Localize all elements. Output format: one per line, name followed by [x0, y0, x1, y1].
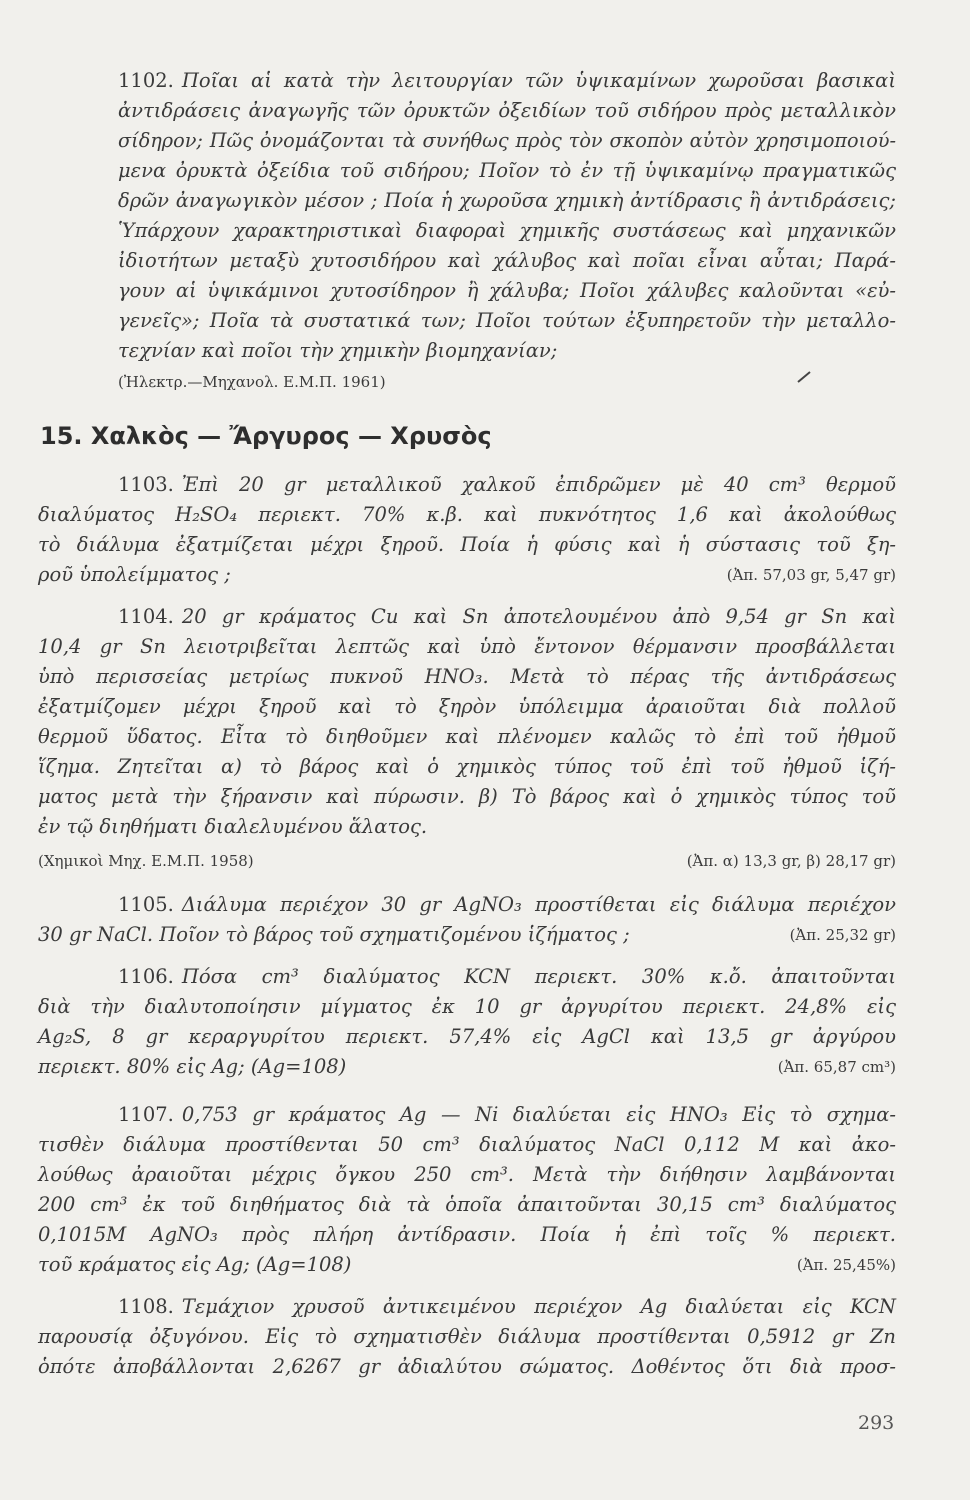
- problem-line: ἐν τῷ διηθήματι διαλελυμένου ἅλατος.: [38, 815, 428, 838]
- answer: (Ἀπ. 57,03 gr, 5,47 gr): [726, 566, 896, 584]
- problem-line: θερμοῦ ὕδατος. Εἶτα τὸ διηθοῦμεν καὶ πλένομεν καλῶς τὸ ἐπὶ τοῦ ἠθμοῦ: [38, 725, 896, 748]
- section-title: 15. Χαλκὸς — Ἄργυρος — Χρυσὸς: [40, 422, 492, 450]
- pencil-mark-icon: [797, 371, 811, 383]
- problem-line: ὁπότε ἀποβάλλονται 2,6267 gr ἀδιαλύτου σώματος. Δοθέντος ὅτι διὰ προσ-: [38, 1355, 896, 1378]
- problem-line: δρῶν ἀναγωγικὸν μέσον ; Ποία ἡ χωροῦσα χημικὴ ἀντίδρασις ἢ ἀντιδράσεις;: [118, 189, 896, 212]
- page-number: 293: [858, 1412, 895, 1434]
- problem-line: [38, 846, 896, 876]
- problem-line: ἵζημα. Ζητεῖται α) τὸ βάρος καὶ ὁ χημικὸς τύπος τοῦ ἐπὶ τοῦ ἠθμοῦ ἱζή-: [38, 755, 896, 778]
- problem-number: 1102.: [118, 69, 174, 92]
- problem-line: τεχνίαν καὶ ποῖοι τὴν χημικὴν βιομηχανίαν;: [118, 339, 558, 362]
- problem-line: παρουσίᾳ ὀξυγόνου. Εἰς τὸ σχηματισθὲν διάλυμα προστίθενται 0,5912 gr Zn: [38, 1325, 896, 1348]
- problem-line: διαλύματος H₂SO₄ περιεκτ. 70% κ.β. καὶ πυκνότητος 1,6 καὶ ἀκολούθως: [38, 503, 896, 526]
- problem-line: λούθως ἀραιοῦται μέχρις ὄγκου 250 cm³. Μετὰ τὴν διήθησιν λαμβάνονται: [38, 1163, 896, 1186]
- problem-line: Ag₂S, 8 gr κεραργυρίτου περιεκτ. 57,4% εἰς AgCl καὶ 13,5 gr ἀργύρου: [38, 1025, 896, 1048]
- source-citation: (Χημικοὶ Μηχ. Ε.Μ.Π. 1958): [38, 852, 254, 870]
- problem-line: περιεκτ. 80% εἰς Ag; (Ag=108) (Ἀπ. 65,87 cm³): [38, 1052, 896, 1082]
- problem-line: τοῦ κράματος εἰς Ag; (Ag=108) (Ἀπ. 25,45%): [38, 1250, 896, 1280]
- problem-line: ἀντιδράσεις ἀναγωγῆς τῶν ὀρυκτῶν ὀξειδίων τοῦ σιδήρου πρὸς μεταλλικὸν: [118, 99, 896, 122]
- problem-number: 1103.: [118, 473, 174, 496]
- problem-line: τὸ διάλυμα ἐξατμίζεται μέχρι ξηροῦ. Ποία ἡ φύσις καὶ ἡ σύστασις τοῦ ξη-: [38, 533, 896, 556]
- problem-line: σίδηρον; Πῶς ὀνομάζονται τὰ συνήθως πρὸς τὸν σκοπὸν αὐτὸν χρησιμοποιού-: [118, 129, 896, 152]
- problem-line: 1103. Ἐπὶ 20 gr μεταλλικοῦ χαλκοῦ ἐπιδρῶμεν μὲ 40 cm³ θερμοῦ: [118, 473, 896, 496]
- problem-line: 10,4 gr Sn λειοτριβεῖται λεπτῶς καὶ ὑπὸ ἔντονον θέρμανσιν προσβάλλεται: [38, 635, 896, 658]
- problem-line: τισθὲν διάλυμα προστίθενται 50 cm³ διαλύματος NaCl 0,112 M καὶ ἀκο-: [38, 1133, 896, 1156]
- source-citation: (Ἠλεκτρ.—Μηχανολ. Ε.Μ.Π. 1961): [118, 373, 386, 391]
- answer: (Ἀπ. α) 13,3 gr, β) 28,17 gr): [686, 852, 896, 870]
- answer: (Ἀπ. 25,45%): [796, 1256, 896, 1274]
- problem-line: μενα ὀρυκτὰ ὀξείδια τοῦ σιδήρου; Ποῖον τὸ ἐν τῇ ὑψικαμίνῳ πραγματικῶς: [118, 159, 896, 182]
- problem-line: 1106. Πόσα cm³ διαλύματος KCN περιεκτ. 30% κ.ὄ. ἀπαιτοῦνται: [118, 965, 896, 988]
- problem-line: ἰδιοτήτων μεταξὺ χυτοσιδήρου καὶ χάλυβος καὶ ποῖαι εἶναι αὗται; Παρά-: [118, 249, 896, 272]
- problem-number: 1108.: [118, 1295, 174, 1318]
- problem-line: γουν αἱ ὑψικάμινοι χυτοσίδηρον ἢ χάλυβα; Ποῖοι χάλυβες καλοῦνται «εὐ-: [118, 279, 896, 302]
- answer: (Ἀπ. 65,87 cm³): [777, 1058, 896, 1076]
- problem-line: 1107. 0,753 gr κράματος Ag — Ni διαλύεται εἰς HNO₃ Εἰς τὸ σχημα-: [118, 1103, 896, 1126]
- problem-line: διὰ τὴν διαλυτοποίησιν μίγματος ἐκ 10 gr ἀργυρίτου περιεκτ. 24,8% εἰς: [38, 995, 896, 1018]
- problem-line: 200 cm³ ἐκ τοῦ διηθήματος διὰ τὰ ὁποῖα ἀπαιτοῦνται 30,15 cm³ διαλύματος: [38, 1193, 896, 1216]
- problem-line: ἐξατμίζομεν μέχρι ξηροῦ καὶ τὸ ξηρὸν ὑπόλειμμα ἀραιοῦται διὰ πολλοῦ: [38, 695, 896, 718]
- problem-number: 1105.: [118, 893, 174, 916]
- problem-line: ὑπὸ περισσείας μετρίως πυκνοῦ HNO₃. Μετὰ τὸ πέρας τῆς ἀντιδράσεως: [38, 665, 896, 688]
- problem-line: ματος μετὰ τὴν ξήρανσιν καὶ πύρωσιν. β) Τὸ βάρος καὶ ὁ χημικὸς τύπος τοῦ: [38, 785, 896, 808]
- problem-line: γενεῖς»; Ποῖα τὰ συστατικά των; Ποῖοι τούτων ἐξυπηρετοῦν τὴν μεταλλο-: [118, 309, 896, 332]
- problem-line: Ὑπάρχουν χαρακτηριστικαὶ διαφοραὶ χημικῆς συστάσεως καὶ μηχανικῶν: [118, 219, 896, 242]
- problem-line: 1105. Διάλυμα περιέχον 30 gr AgNO₃ προστίθεται εἰς διάλυμα περιέχον: [118, 893, 896, 916]
- problem-number: 1106.: [118, 965, 174, 988]
- problem-line: 1108. Τεμάχιον χρυσοῦ ἀντικειμένου περιέχον Ag διαλύεται εἰς KCN: [118, 1295, 896, 1318]
- problem-number: 1104.: [118, 605, 174, 628]
- problem-line: 1104. 20 gr κράματος Cu καὶ Sn ἀποτελουμένου ἀπὸ 9,54 gr Sn καὶ: [118, 605, 896, 628]
- answer: (Ἀπ. 25,32 gr): [789, 926, 896, 944]
- problem-number: 1107.: [118, 1103, 174, 1126]
- problem-line: 0,1015M AgNO₃ πρὸς πλήρη ἀντίδρασιν. Ποία ἡ ἐπὶ τοῖς % περιεκτ.: [38, 1223, 896, 1246]
- problem-line: ροῦ ὑπολείμματος ; (Ἀπ. 57,03 gr, 5,47 gr): [38, 560, 896, 590]
- problem-line: 30 gr NaCl. Ποῖον τὸ βάρος τοῦ σχηματιζομένου ἱζήματος ; (Ἀπ. 25,32 gr): [38, 920, 896, 950]
- problem-line: 1102. Ποῖαι αἱ κατὰ τὴν λειτουργίαν τῶν ὑψικαμίνων χωροῦσαι βασικαὶ: [118, 69, 896, 92]
